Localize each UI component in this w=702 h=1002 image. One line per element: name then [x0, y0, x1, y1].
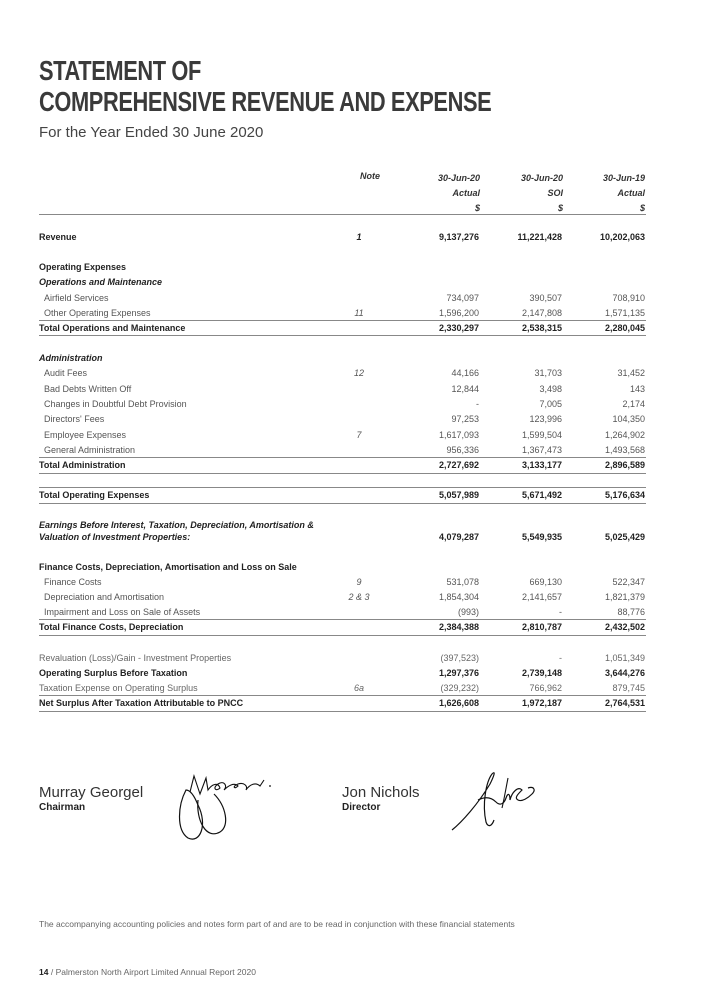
table-row — [39, 230, 646, 245]
row-value-2020-soi: 766,962 — [529, 683, 562, 693]
row-value-2020-actual: 531,078 — [446, 577, 479, 587]
row-value-2019-actual: 3,644,276 — [604, 668, 645, 678]
table-rule — [39, 695, 646, 696]
row-value-2019-actual: 10,202,063 — [599, 232, 645, 242]
row-value-2019-actual: 1,264,902 — [604, 430, 645, 440]
table-row — [39, 681, 646, 696]
table-row — [39, 306, 646, 321]
row-label: Other Operating Expenses — [44, 308, 151, 318]
table-row — [39, 351, 646, 366]
signature-murray-georgel — [168, 770, 278, 845]
page-subtitle: For the Year Ended 30 June 2020 — [39, 124, 264, 141]
row-value-2019-actual: 88,776 — [617, 607, 645, 617]
row-note: 9 — [356, 577, 362, 587]
signature-jon-nichols — [448, 764, 543, 836]
header-col-b-unit: $ — [557, 203, 563, 213]
row-label: Operations and Maintenance — [39, 277, 163, 287]
footer-separator: / — [50, 967, 54, 977]
table-row — [39, 560, 646, 575]
ebit-label-line-1: Earnings Before Interest, Taxation, Depreciation, Amortisation & — [39, 520, 314, 530]
table-row — [39, 321, 646, 336]
table-row — [39, 575, 646, 590]
row-value-2020-soi: 1,367,473 — [521, 445, 562, 455]
row-value-2020-soi: 31,703 — [534, 368, 562, 378]
row-value-2019-actual: 2,174 — [622, 399, 645, 409]
row-value-2020-actual: 2,727,692 — [438, 460, 479, 470]
row-label: Directors' Fees — [44, 414, 105, 424]
row-value-2020-soi: 2,810,787 — [521, 622, 562, 632]
row-value-2020-actual: 1,854,304 — [438, 592, 479, 602]
row-value-2020-soi: - — [559, 653, 562, 663]
row-value-2019-actual: 143 — [629, 384, 645, 394]
table-rule — [39, 487, 646, 488]
table-row — [39, 651, 646, 666]
row-value-2020-soi: 2,739,148 — [521, 668, 562, 678]
row-label: Finance Costs — [44, 577, 102, 587]
row-value-2020-soi: - — [559, 607, 562, 617]
row-value-2019-actual: 2,896,589 — [604, 460, 645, 470]
row-value-2020-soi: 5,671,492 — [521, 490, 562, 500]
table-rule — [39, 711, 646, 712]
row-value-2020-soi: 1,599,504 — [521, 430, 562, 440]
row-value-2019-actual: 104,350 — [612, 414, 645, 424]
row-value-2019-actual: 522,347 — [612, 577, 645, 587]
header-col-b — [503, 171, 563, 216]
table-row — [39, 412, 646, 427]
table-row — [39, 366, 646, 381]
header-rule — [39, 214, 646, 215]
row-value-2019-actual: 1,821,379 — [604, 592, 645, 602]
title-line-2: COMPREHENSIVE REVENUE AND EXPENSE — [39, 86, 492, 117]
table-rule — [39, 320, 646, 321]
row-label: Impairment and Loss on Sale of Assets — [44, 607, 201, 617]
header-col-c-date: 30-Jun-19 — [602, 173, 645, 183]
ebit-values — [39, 531, 646, 543]
signatory-name-1: Murray Georgel — [39, 784, 144, 801]
row-label: Taxation Expense on Operating Surplus — [39, 683, 198, 693]
row-value-2020-soi: 2,538,315 — [521, 323, 562, 333]
row-note: 2 & 3 — [348, 592, 370, 602]
table-row — [39, 291, 646, 306]
row-label: Net Surplus After Taxation Attributable to PNCC — [39, 698, 244, 708]
table-row — [39, 605, 646, 620]
row-value-2019-actual: 879,745 — [612, 683, 645, 693]
row-value-2020-soi: 390,507 — [529, 293, 562, 303]
row-label: Total Operating Expenses — [39, 490, 150, 500]
row-value-2020-soi: 3,133,177 — [521, 460, 562, 470]
table-row — [39, 275, 646, 290]
row-note: 6a — [353, 683, 364, 693]
row-label: Bad Debts Written Off — [44, 384, 132, 394]
row-value-2020-soi: 2,141,657 — [521, 592, 562, 602]
row-label: Airfield Services — [44, 293, 109, 303]
row-value-2019-actual: 1,571,135 — [604, 308, 645, 318]
row-note: 7 — [356, 430, 362, 440]
row-value-2019-actual: 5,176,634 — [604, 490, 645, 500]
row-value-2020-actual: 1,596,200 — [438, 308, 479, 318]
title-line-1: STATEMENT OF — [39, 55, 201, 86]
row-value-2020-actual: 1,626,608 — [438, 698, 479, 708]
signatory-role-1: Chairman — [39, 802, 86, 813]
row-label: General Administration — [44, 445, 136, 455]
row-value-2020-actual: 97,253 — [451, 414, 479, 424]
row-note: 12 — [353, 368, 364, 378]
table-row — [39, 488, 646, 503]
ebit-col-a: 4,079,287 — [438, 532, 479, 542]
report-title: Palmerston North Airport Limited Annual Report 2020 — [55, 967, 256, 977]
row-label: Finance Costs, Depreciation, Amortisation and Loss on Sale — [39, 562, 297, 572]
row-value-2020-actual: 1,297,376 — [438, 668, 479, 678]
row-value-2020-actual: 956,336 — [446, 445, 479, 455]
row-value-2019-actual: 708,910 — [612, 293, 645, 303]
table-row — [39, 260, 646, 275]
row-value-2020-actual: 44,166 — [451, 368, 479, 378]
row-value-2020-actual: (397,523) — [440, 653, 479, 663]
row-value-2020-soi: 2,147,808 — [521, 308, 562, 318]
table-rule — [39, 335, 646, 336]
row-label: Operating Expenses — [39, 262, 127, 272]
row-value-2019-actual: 2,280,045 — [604, 323, 645, 333]
table-rule — [39, 619, 646, 620]
table-rule — [39, 457, 646, 458]
row-value-2019-actual: 1,493,568 — [604, 445, 645, 455]
row-value-2020-actual: 2,384,388 — [438, 622, 479, 632]
table-row — [39, 458, 646, 473]
row-value-2020-actual: 9,137,276 — [438, 232, 479, 242]
header-col-b-type: SOI — [547, 188, 563, 198]
row-value-2020-soi: 11,221,428 — [517, 232, 562, 242]
table-rule — [39, 473, 646, 474]
row-value-2020-soi: 669,130 — [529, 577, 562, 587]
row-value-2020-actual: - — [476, 399, 479, 409]
row-value-2020-actual: 12,844 — [451, 384, 479, 394]
row-value-2020-actual: (993) — [457, 607, 479, 617]
header-col-c — [585, 171, 645, 216]
row-value-2020-soi: 123,996 — [529, 414, 562, 424]
table-row — [39, 443, 646, 458]
table-row — [39, 620, 646, 635]
row-value-2020-actual: 5,057,989 — [438, 490, 479, 500]
row-note: 11 — [354, 308, 364, 318]
header-col-c-unit: $ — [639, 203, 645, 213]
table-row — [39, 590, 646, 605]
row-label: Revaluation (Loss)/Gain - Investment Properties — [39, 653, 232, 663]
row-label: Total Finance Costs, Depreciation — [39, 622, 184, 632]
row-value-2020-actual: (329,232) — [440, 683, 479, 693]
header-note: Note — [360, 171, 380, 181]
page-number: 14 — [39, 967, 49, 977]
row-label: Depreciation and Amortisation — [44, 592, 165, 602]
row-value-2020-actual: 734,097 — [446, 293, 479, 303]
header-col-c-type: Actual — [617, 188, 645, 198]
ebit-label-line-2: Valuation of Investment Properties: — [39, 532, 191, 542]
page-title — [39, 55, 491, 117]
row-label: Revenue — [39, 232, 77, 242]
row-value-2020-soi: 1,972,187 — [521, 698, 562, 708]
table-rule — [39, 503, 646, 504]
table-row — [39, 397, 646, 412]
row-label: Administration — [39, 353, 103, 363]
row-note: 1 — [356, 232, 362, 242]
table-row — [39, 428, 646, 443]
footnote: The accompanying accounting policies and notes form part of and are to be read in conjunction with these financial statements — [39, 919, 515, 929]
row-label: Total Operations and Maintenance — [39, 323, 186, 333]
row-label: Total Administration — [39, 460, 126, 470]
row-value-2020-actual: 1,617,093 — [438, 430, 479, 440]
table-row — [39, 696, 646, 711]
header-col-b-date: 30-Jun-20 — [520, 173, 563, 183]
header-col-a — [420, 171, 480, 216]
table-rule — [39, 635, 646, 636]
row-label: Employee Expenses — [44, 430, 127, 440]
row-value-2020-soi: 3,498 — [539, 384, 562, 394]
row-value-2020-actual: 2,330,297 — [438, 323, 479, 333]
header-col-a-unit: $ — [474, 203, 480, 213]
header-col-a-type: Actual — [452, 188, 480, 198]
ebit-col-b: 5,549,935 — [521, 532, 562, 542]
header-col-a-date: 30-Jun-20 — [437, 173, 480, 183]
row-label: Audit Fees — [44, 368, 88, 378]
row-value-2019-actual: 31,452 — [617, 368, 645, 378]
row-label: Operating Surplus Before Taxation — [39, 668, 188, 678]
row-label: Changes in Doubtful Debt Provision — [44, 399, 187, 409]
signatory-name-2: Jon Nichols — [342, 784, 420, 801]
ebit-col-c: 5,025,429 — [604, 532, 645, 542]
row-value-2019-actual: 2,764,531 — [604, 698, 645, 708]
page-footer — [39, 967, 256, 977]
row-value-2019-actual: 1,051,349 — [604, 653, 645, 663]
table-row — [39, 382, 646, 397]
row-value-2019-actual: 2,432,502 — [604, 622, 645, 632]
table-row — [39, 666, 646, 681]
row-value-2020-soi: 7,005 — [539, 399, 562, 409]
signatory-role-2: Director — [342, 802, 381, 813]
